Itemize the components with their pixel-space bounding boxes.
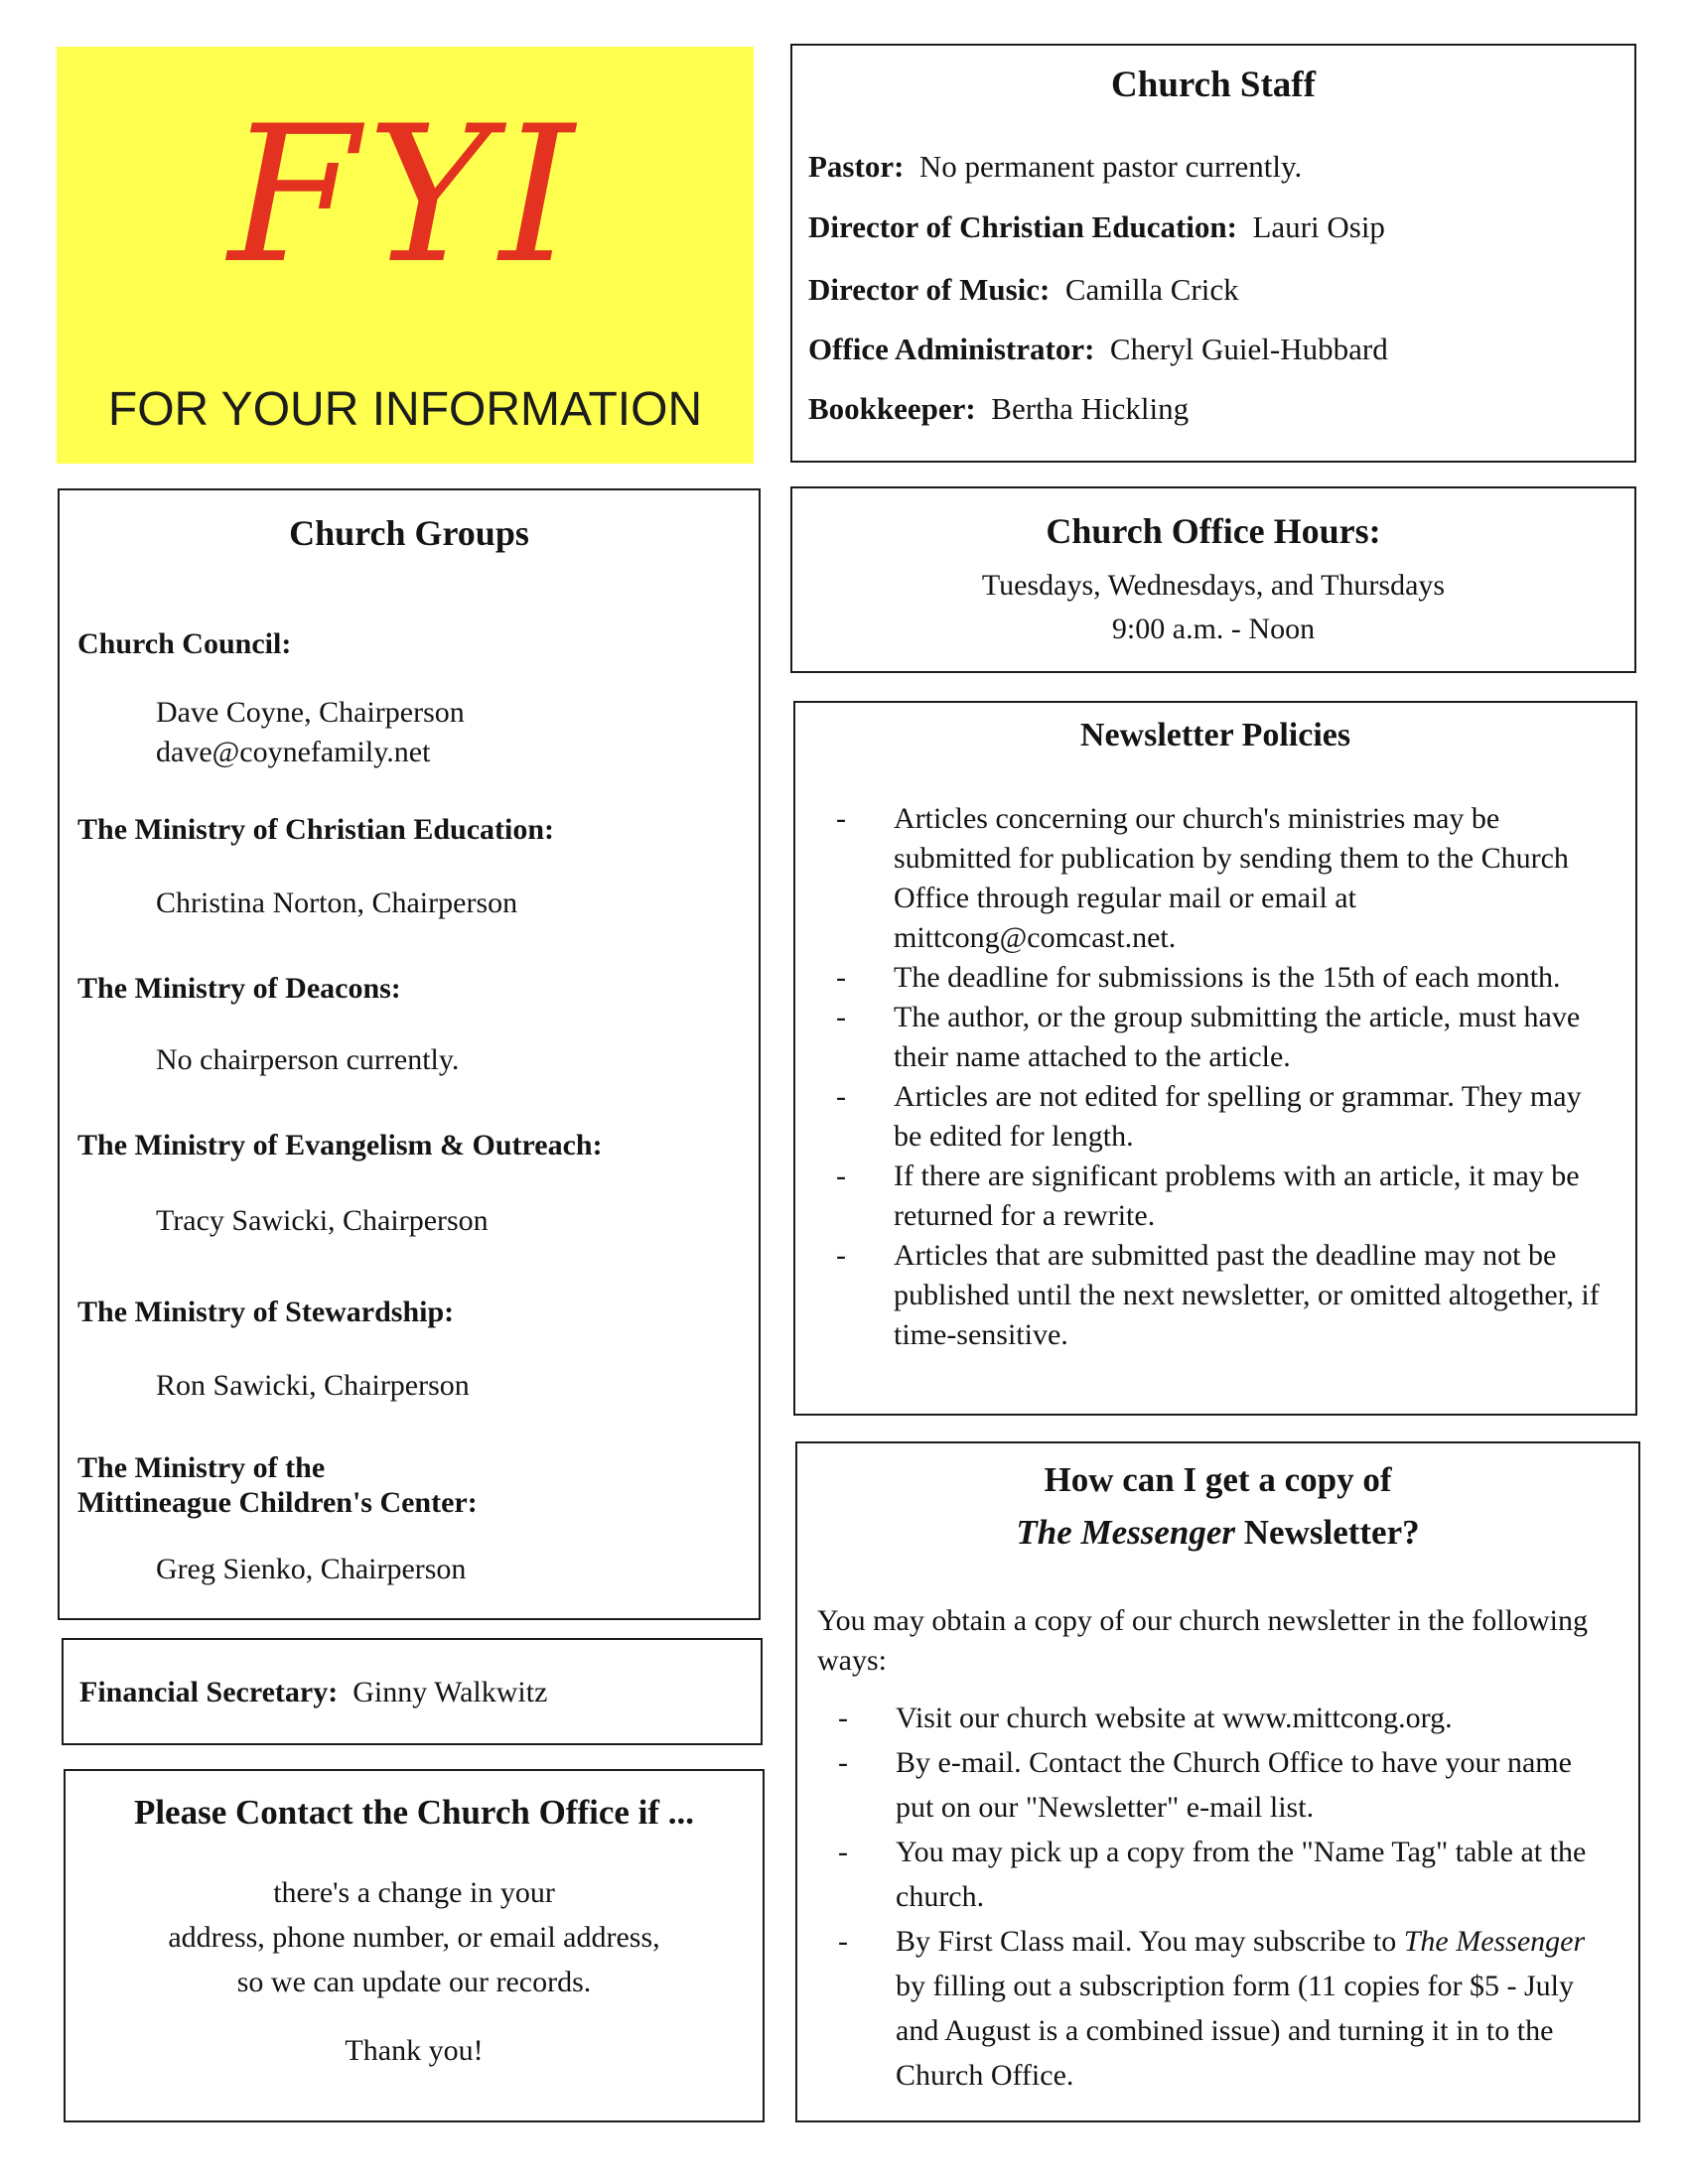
policies-title: Newsletter Policies xyxy=(1079,717,1351,753)
group-chairperson: Dave Coyne, Chairperson xyxy=(156,696,465,729)
messenger-intro: You may obtain a copy of our church newsletter in the following ways: xyxy=(817,1604,1588,1677)
group-heading-line2: Mittineague Children's Center: xyxy=(77,1486,478,1519)
church-groups-title: Church Groups xyxy=(289,513,529,553)
group-heading: The Ministry of Deacons: xyxy=(77,972,401,1005)
messenger-ways-list xyxy=(797,1696,1638,2098)
group-chairperson: Ron Sawicki, Chairperson xyxy=(156,1369,470,1402)
policy-item: - If there are significant problems with an article, it may be returned for a rewrite. xyxy=(836,1160,1580,1232)
policy-item: - The deadline for submissions is the 15th of each month. xyxy=(836,961,1561,994)
policy-item: - Articles that are submitted past the deadline may not be published until the next newsletter, or omitted altogether, if time-sensitive. xyxy=(836,1239,1600,1351)
office-hours-box xyxy=(790,486,1636,673)
staff-row-christian-education: Director of Christian Education: Lauri Osip xyxy=(808,209,1385,244)
newsletter-policies-box xyxy=(793,701,1637,1416)
group-heading: The Ministry of the xyxy=(77,1451,326,1484)
contact-body: there's a change in your address, phone number, or email address, so we can update our records. xyxy=(168,1876,660,1998)
group-chairperson: Christina Norton, Chairperson xyxy=(156,887,518,919)
contact-title: Please Contact the Church Office if ... xyxy=(133,1793,695,1832)
group-email: dave@coynefamily.net xyxy=(156,736,431,768)
policy-item: - The author, or the group submitting the article, must have their name attached to the article. xyxy=(836,1001,1581,1073)
group-heading: The Ministry of Stewardship: xyxy=(77,1296,455,1328)
group-heading: The Ministry of Evangelism & Outreach: xyxy=(77,1129,603,1161)
group-heading: The Ministry of Christian Education: xyxy=(77,813,555,846)
church-groups-box xyxy=(58,488,761,1620)
messenger-copy-box xyxy=(795,1441,1640,2122)
group-chairperson: Greg Sienko, Chairperson xyxy=(156,1553,467,1585)
office-hours-days: Tuesdays, Wednesdays, and Thursdays xyxy=(981,569,1446,602)
church-staff-title: Church Staff xyxy=(1111,65,1316,105)
fyi-subtitle: FOR YOUR INFORMATION xyxy=(107,383,703,436)
office-hours-title: Church Office Hours: xyxy=(1046,511,1381,551)
group-chairperson: Tracy Sawicki, Chairperson xyxy=(156,1204,489,1237)
contact-thanks: Thank you! xyxy=(345,2034,484,2067)
staff-row-bookkeeper: Bookkeeper: Bertha Hickling xyxy=(808,391,1190,426)
messenger-way-item: - By e-mail. Contact the Church Office to have your name put on our "Newsletter" e-mail list. xyxy=(838,1746,1572,1824)
office-hours-time: 9:00 a.m. - Noon xyxy=(1111,613,1316,645)
policy-item: - Articles concerning our church's ministries may be submitted for publication by sending them to the Church Office through regular mail or email at mittcong@comcast.net. xyxy=(836,802,1569,954)
staff-row-music: Director of Music: Camilla Crick xyxy=(808,272,1239,307)
messenger-title: How can I get a copy of The Messenger Newsletter? xyxy=(1016,1460,1420,1552)
staff-row-pastor: Pastor: No permanent pastor currently. xyxy=(808,149,1303,184)
policies-list xyxy=(795,799,1635,1355)
messenger-way-item: - Visit our church website at www.mittcong.org. xyxy=(838,1702,1453,1734)
messenger-way-item: - You may pick up a copy from the "Name Tag" table at the church. xyxy=(838,1836,1587,1913)
staff-row-office-admin: Office Administrator: Cheryl Guiel-Hubbard xyxy=(808,332,1388,366)
group-heading: Church Council: xyxy=(77,627,292,660)
church-staff-box xyxy=(790,44,1636,463)
policy-item: - Articles are not edited for spelling or grammar. They may be edited for length. xyxy=(836,1080,1582,1153)
messenger-way-item: - By First Class mail. You may subscribe to The Messenger by filling out a subscription form (11 copies for $5 - July and August is a combined issue) and turning it in to the Church Office. xyxy=(838,1925,1586,2092)
contact-office-box xyxy=(64,1769,765,2122)
group-chairperson: No chairperson currently. xyxy=(156,1043,460,1076)
fyi-logo-text: FYI xyxy=(227,85,583,305)
financial-secretary-box xyxy=(62,1638,763,1745)
financial-secretary-row: Financial Secretary: Ginny Walkwitz xyxy=(79,1676,548,1708)
fyi-banner xyxy=(57,47,754,464)
